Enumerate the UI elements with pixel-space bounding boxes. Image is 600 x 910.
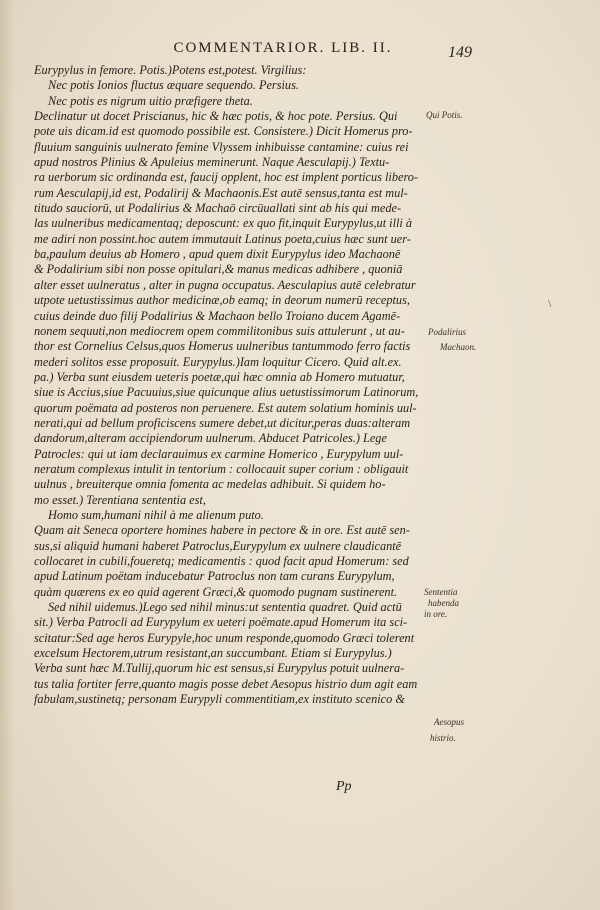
text-line: neratum complexus intulit in tentorium : collocauit super corium : obligauit <box>34 461 409 476</box>
text-line: quorum poëmata ad posteros non peruenere. Est autem solatium hominis uul- <box>34 400 417 415</box>
text-line: Nec potis Ionios fluctus æquare sequendo. Persius. <box>48 78 299 93</box>
text-line: me adiri non possint.hoc autem immutauit Latinus poeta,cuius hæc sunt uer- <box>34 231 411 246</box>
text-line: quàm quærens ex eo quid agerent Græci,& quomodo pugnam sustinerent. <box>34 584 398 599</box>
page-gutter-shadow <box>0 0 14 910</box>
text-line: Quam ait Seneca oportere homines habere in pectore & in ore. Est autē sen- <box>34 523 410 538</box>
text-line: uulnus , breuiterque omnia fomenta ac medelas adhibuit. Si quidem ho- <box>34 477 386 492</box>
text-line: rum Aesculapij,id est, Podalirij & Machaonis.Est autē sensus,tanta est mul- <box>34 185 408 200</box>
text-line: Declinatur ut docet Priscianus, hic & hæc potis, & hoc pote. Persius. Qui <box>34 109 398 124</box>
text-line: sit.) Verba Patrocli ad Eurypylum ex ueteri poëmate.apud Homerum ita sci- <box>34 615 408 630</box>
running-title: COMMENTARIOR. LIB. II. <box>173 40 393 56</box>
text-line: & Podalirium sibi non posse opitulari,& manus medicas adhibere , quoniā <box>34 262 403 277</box>
text-line: pa.) Verba sunt eiusdem ueteris poetæ,qui hæc omnia ab Homero mutuatur, <box>34 369 405 384</box>
marginal-note-machaon: Machaon. <box>440 342 477 352</box>
text-line: apud Latinum poëtam inducebatur Patroclus non tam curans Eurypylum, <box>34 569 395 584</box>
text-line: tus talia fortiter ferre,quanto magis posse debet Aesopus histrio dum agit eam <box>34 676 418 691</box>
catchword: Pp <box>336 779 352 794</box>
ink-mark: \ <box>548 296 552 310</box>
text-line: Nec potis es nigrum uitio præfigere theta. <box>48 93 253 108</box>
text-line: titudo sauciorū, ut Podalirius & Machaō circūuallati sint ab his qui mede- <box>34 201 402 216</box>
marginal-note-qui-potis: Qui Potis. <box>426 110 463 120</box>
text-line: utpote uetustissimus author medicinæ,ob eamq; in deorum numerū receptus, <box>34 293 410 308</box>
text-line: Eurypylus in femore. Potis.)Potens est,potest. Virgilius: <box>34 63 307 77</box>
marginal-note-in-ore: in ore. <box>424 609 448 619</box>
text-line: fabulam,sustinetq; personam Eurypyli commentitiam,ex instituto scenico & <box>34 692 405 707</box>
text-line: las uulneribus medicamentaq; deposcunt: ex quo fit,inquit Eurypylus,ut illi à <box>34 216 413 231</box>
text-line: thor est Cornelius Celsus,quos Homerus uulneribus tantummodo ferro factis <box>34 339 411 354</box>
text-line: scitatur:Sed age heros Eurypyle,hoc unum responde,quomodo Græci tolerent <box>34 630 415 645</box>
text-line: Patrocles: qui ut iam declarauimus ex carmine Homerico , Eurypylum uul- <box>34 446 404 461</box>
text-line: ba,paulum deuius ab Homero , apud quem dixit Eurypylus ideo Machaonē <box>34 247 401 262</box>
text-line: pote uis dicam.id est quomodo possibile est. Consistere.) Dicit Homerus pro- <box>34 124 413 139</box>
marginal-note-histrio: histrio. <box>430 733 456 743</box>
marginal-note-aesopus: Aesopus <box>434 717 464 727</box>
text-line: nerati,qui ad bellum proficiscens sumere debet,ut dicitur,peras duas:alteram <box>34 415 411 430</box>
text-line: fluuium sanguinis uulnerato femine Vlyssem inhibuisse cantamine: cuius rei <box>34 139 409 154</box>
marginal-note-habenda: habenda <box>428 598 459 608</box>
text-line: excelsum Hectorem,utrum resistant,an succumbant. Etiam si Eurypylus.) <box>34 646 392 661</box>
text-line: Verba sunt hæc M.Tullij,quorum hic est sensus,si Eurypylus potuit uulnera- <box>34 661 405 676</box>
body-text <box>34 63 426 707</box>
text-line: alter esset uulneratus , alter in pugna occupatus. Aesculapius autē celebratur <box>34 277 416 292</box>
text-line: ra uerborum sic ordinanda est, faucij opplent, hoc est implent porticus libero- <box>34 170 419 185</box>
text-line: mo esset.) Terentiana sententia est, <box>34 492 206 507</box>
text-line: collocaret in cubili,foueretq; medicamentis : quod facit apud Homerum: sed <box>34 554 409 568</box>
marginal-note-podalirius: Podalirius <box>428 327 467 337</box>
page-number: 149 <box>448 44 472 61</box>
text-line: nonem sequuti,non mediocrem opem commilitonibus suis attulerunt , ut au- <box>34 323 405 338</box>
text-line: apud nostros Plinius & Apuleius meminerunt. Naque Aesculapij.) Textu- <box>34 155 390 170</box>
text-line: Sed nihil uidemus.)Lego sed nihil minus:ut sententia quadret. Quid actū <box>48 600 402 615</box>
text-line: Homo sum,humani nihil à me alienum puto. <box>48 507 264 522</box>
text-line: sus,si aliquid humani haberet Patroclus,Eurypylum ex uulnere claudicantē <box>34 538 402 553</box>
text-line: dandorum,alteram accipiendorum uulnerum. Abducet Patricoles.) Lege <box>34 431 387 446</box>
text-line: mederi solitos esse proposuit. Eurypylus.)Iam loquitur Cicero. Quid alt.ex. <box>34 354 402 369</box>
text-line: cuius deinde duo filij Podalirius & Machaon bello Troiano ducem Agamē- <box>34 308 401 323</box>
marginal-note-sententia: Sententia <box>424 587 458 597</box>
text-line: siue is Accius,siue Pacuuius,siue quicunque alius uetustissimorum Latinorum, <box>34 385 419 400</box>
